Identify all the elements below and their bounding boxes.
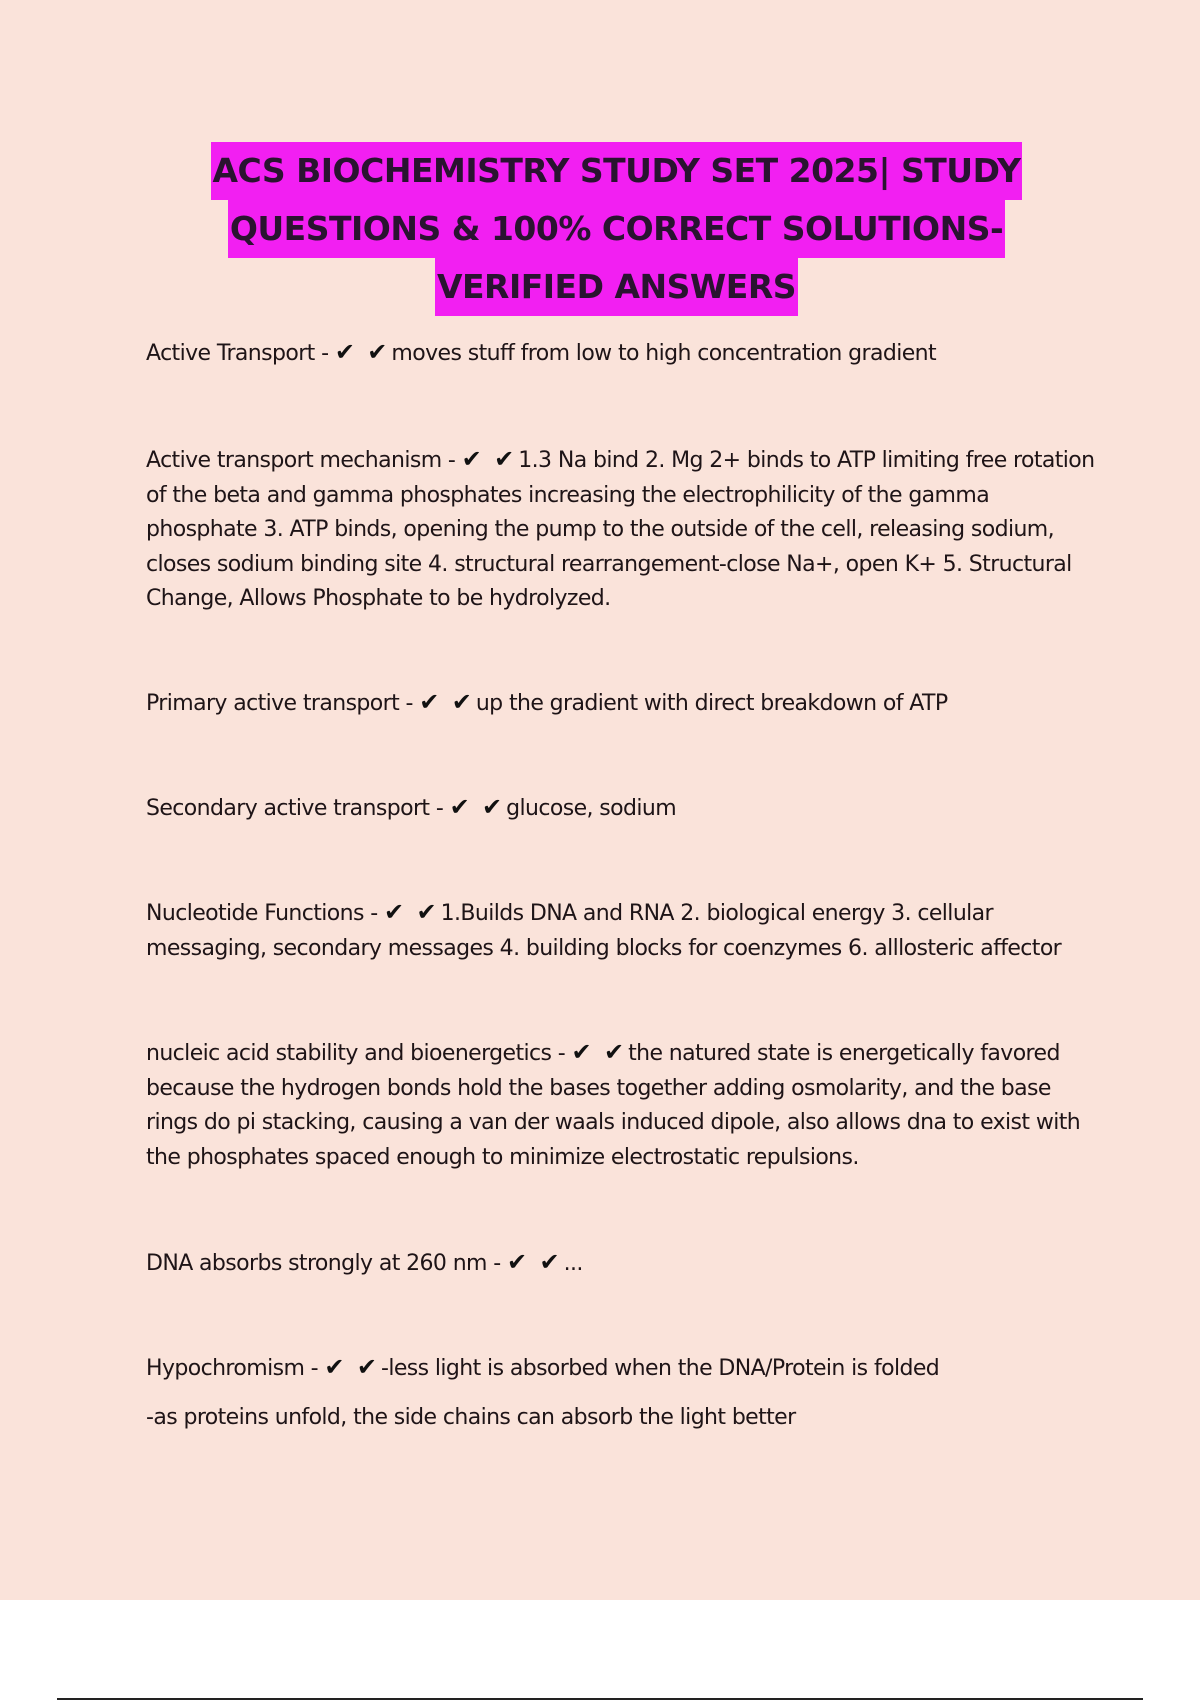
double-check-icon: ✔ ✔: [324, 1353, 379, 1381]
double-check-icon: ✔ ✔: [571, 1038, 627, 1066]
entry-answer: 1.3 Na bind 2. Mg 2+ binds to ATP limiting free rotation of the beta and gamma phosphates increasing the electrophilicity of the gamma phosphate 3. ATP binds, opening the pump to the outside of the cell, releasing sodium, closes sodium binding site 4. structural rearrangement-close Na+, open K+ 5. Structural Change, Allows Phosphate to be hydrolyzed.: [146, 448, 1095, 611]
qa-entry: [146, 1035, 1096, 1175]
entry-answer-continued: -as proteins unfold, the side chains can absorb the light better: [146, 1405, 796, 1430]
entry-term: Secondary active transport -: [146, 796, 444, 821]
double-check-icon: ✔ ✔: [507, 1248, 562, 1276]
entry-answer: glucose, sodium: [506, 796, 677, 821]
entry-answer: moves stuff from low to high concentration gradient: [391, 341, 937, 366]
double-check-icon: ✔ ✔: [384, 898, 439, 926]
document-title: [0, 142, 1200, 316]
entry-answer: ...: [563, 1251, 583, 1276]
title-line-3: VERIFIED ANSWERS: [435, 258, 798, 316]
entry-term: Active Transport -: [146, 341, 329, 366]
entry-term: Hypochromism -: [146, 1356, 319, 1381]
qa-entry: [146, 895, 1096, 966]
double-check-icon: ✔ ✔: [461, 445, 517, 473]
qa-entry: [146, 1350, 1096, 1387]
double-check-icon: ✔ ✔: [334, 338, 390, 366]
title-line-2: QUESTIONS & 100% CORRECT SOLUTIONS-: [228, 200, 1005, 258]
entry-term: nucleic acid stability and bioenergetics -: [146, 1041, 566, 1066]
qa-entry: [146, 335, 1096, 372]
entry-answer: 1.Builds DNA and RNA 2. biological energy 3. cellular messaging, secondary messages 4. building blocks for coenzymes 6. alllosteric affector: [146, 901, 1062, 961]
entry-term: DNA absorbs strongly at 260 nm -: [146, 1251, 501, 1276]
qa-entry: [146, 790, 1096, 827]
entry-term: Nucleotide Functions -: [146, 901, 378, 926]
entry-term: Primary active transport -: [146, 691, 413, 716]
qa-entry: [146, 685, 1096, 722]
qa-entry: [146, 442, 1096, 617]
qa-entry: [146, 1245, 1096, 1282]
entry-answer: up the gradient with direct breakdown of ATP: [475, 691, 948, 716]
title-line-1: ACS BIOCHEMISTRY STUDY SET 2025| STUDY: [211, 142, 1023, 200]
entry-term: Active transport mechanism -: [146, 448, 456, 473]
double-check-icon: ✔ ✔: [419, 688, 474, 716]
entry-answer: the natured state is energetically favored because the hydrogen bonds hold the bases together adding osmolarity, and the base rings do pi stacking, causing a van der waals induced dipole, also allows dna to exist with the phosphates spaced enough to minimize electrostatic repulsions.: [146, 1041, 1081, 1170]
entry-answer: -less light is absorbed when the DNA/Protein is folded: [381, 1356, 940, 1381]
double-check-icon: ✔ ✔: [449, 793, 505, 821]
